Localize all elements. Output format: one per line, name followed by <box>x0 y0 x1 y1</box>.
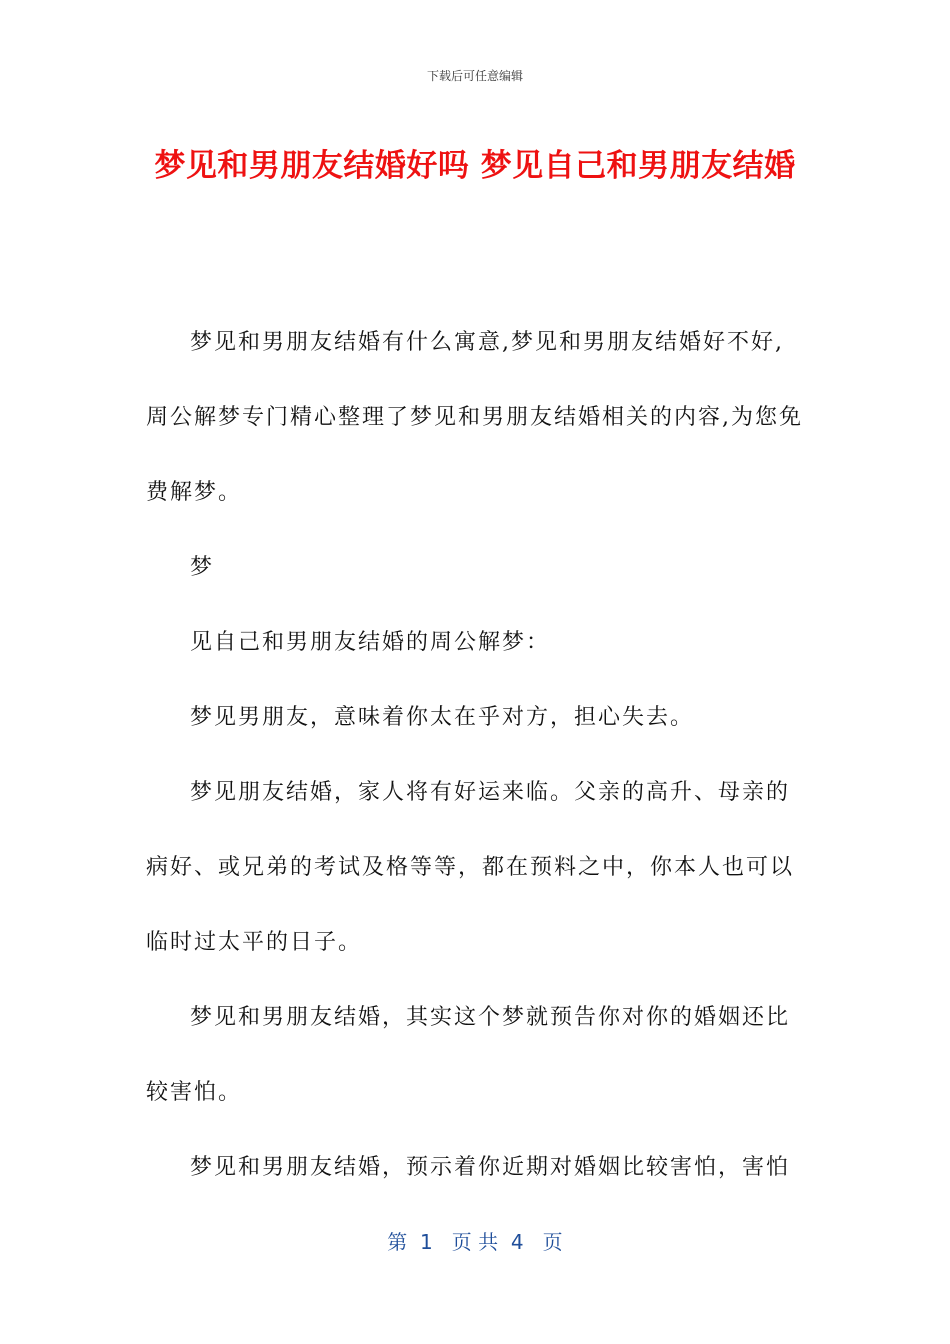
page-header-note: 下载后可任意编辑 <box>426 69 523 83</box>
paragraph: 梦 <box>190 555 215 580</box>
paragraph: 梦见和男朋友结婚，预示着你近期对婚姻比较害怕，害怕 <box>190 1155 791 1180</box>
paragraph: 梦见和男朋友结婚，其实这个梦就预告你对你的婚姻还比较害怕。 <box>146 1005 791 1105</box>
paragraph: 梦见男朋友，意味着你太在乎对方，担心失去。 <box>190 705 695 730</box>
paragraph: 梦见和男朋友结婚有什么寓意,梦见和男朋友结婚好不好,周公解梦专门精心整理了梦见和男朋友结婚相关的内容,为您免费解梦。 <box>146 330 803 505</box>
page-number-footer: 第 1 页 共 4 页 <box>387 1230 563 1254</box>
document-title: 梦见和男朋友结婚好吗 梦见自己和男朋友结婚 <box>154 148 796 184</box>
document-body <box>146 305 806 1205</box>
paragraph: 见自己和男朋友结婚的周公解梦： <box>190 630 551 655</box>
paragraph: 梦见朋友结婚，家人将有好运来临。父亲的高升、母亲的病好、或兄弟的考试及格等等，都在预料之中，你本人也可以临时过太平的日子。 <box>146 780 795 955</box>
